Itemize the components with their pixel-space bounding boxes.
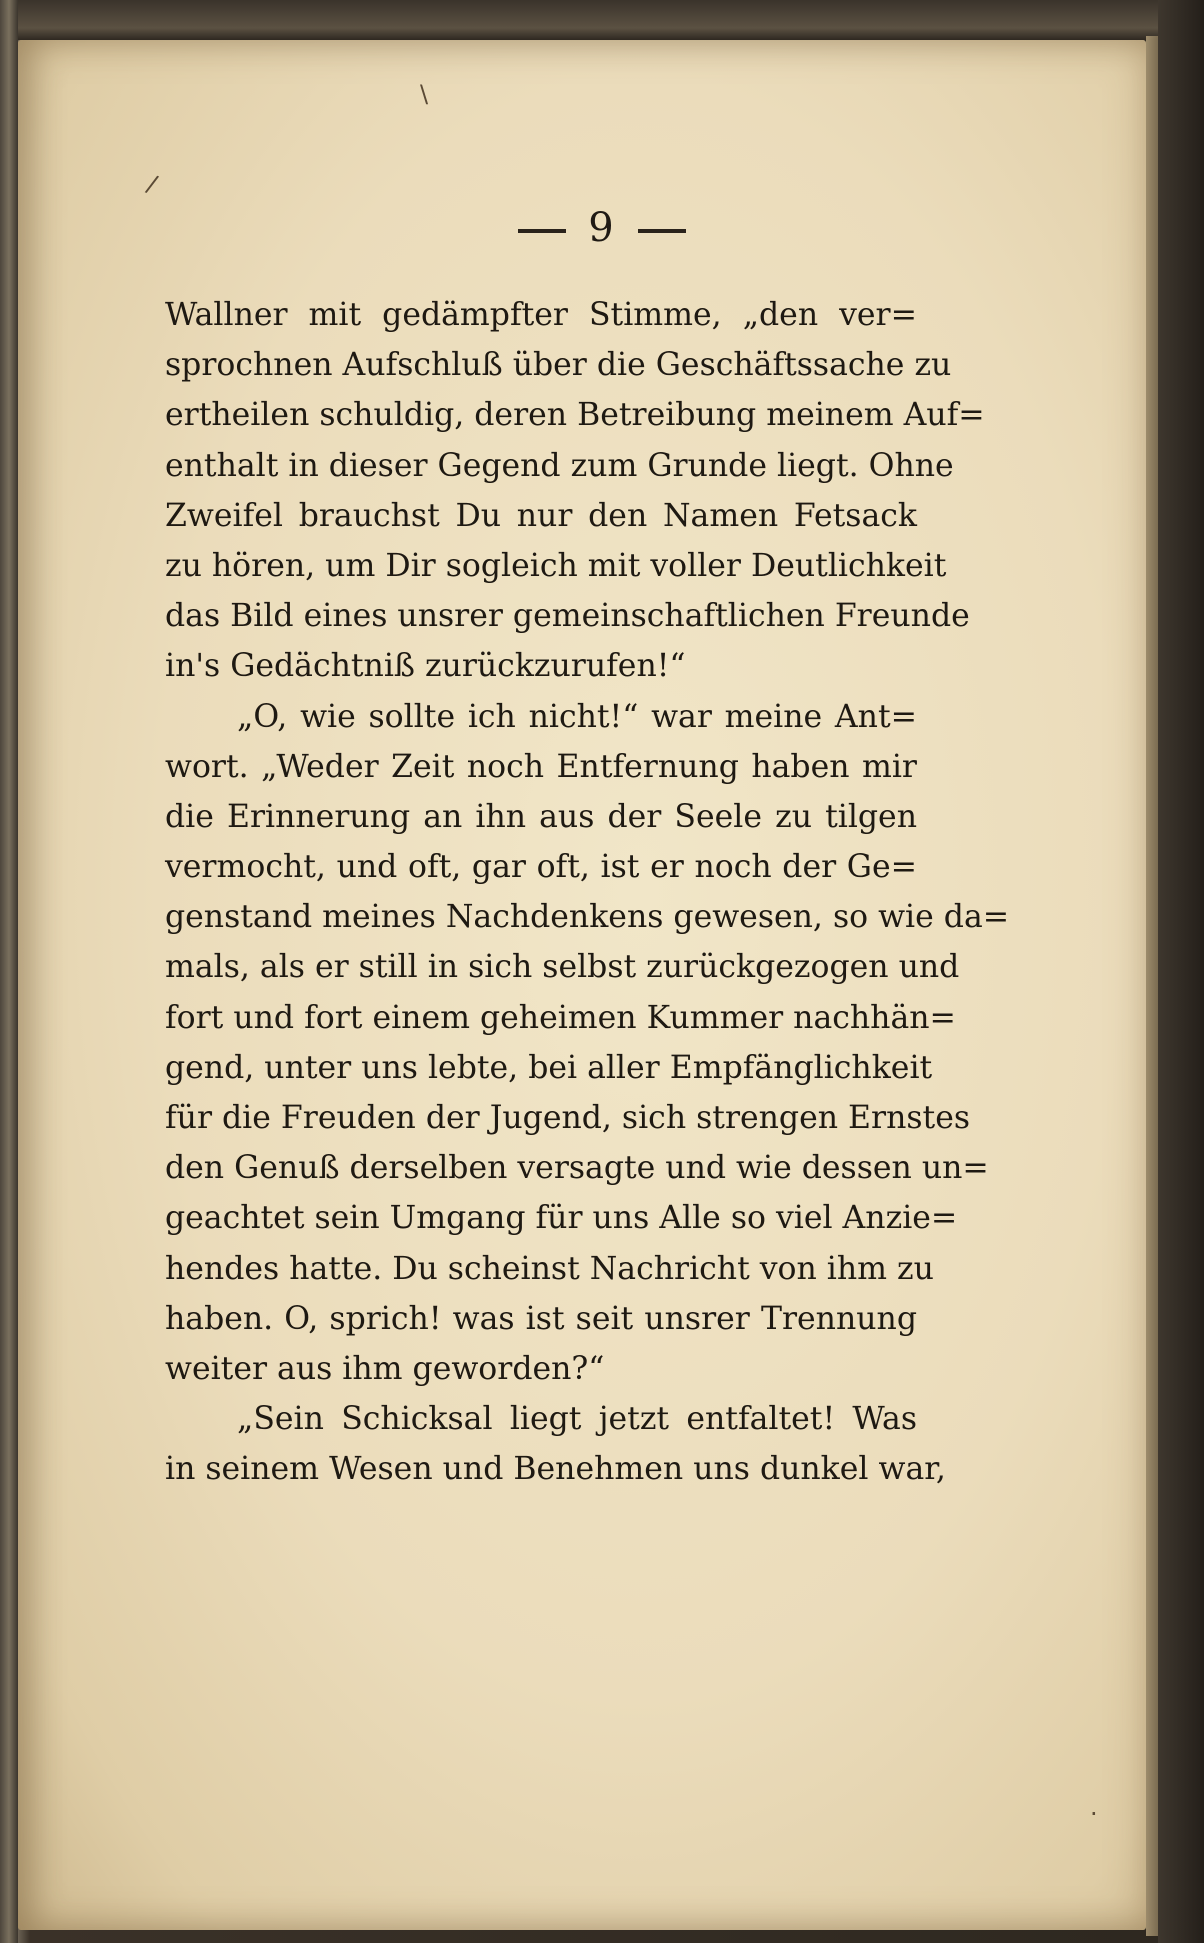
page-number: 9	[588, 205, 616, 251]
text-line: geachtet sein Umgang für uns Alle so viel Anzie=	[165, 1200, 958, 1237]
page-header	[0, 205, 1204, 251]
text-line: enthalt in dieser Gegend zum Grunde liegt. Ohne	[165, 447, 954, 484]
page-edge	[1146, 36, 1158, 1936]
text-line: Wallner mit gedämpfter Stimme, „den ver=	[165, 297, 917, 333]
text-line: zu hören, um Dir sogleich mit voller Deutlichkeit	[165, 547, 947, 584]
text-line: den Genuß derselben versagte und wie dessen un=	[165, 1150, 989, 1187]
book-spine	[0, 0, 18, 1943]
text-line: das Bild eines unsrer gemeinschaftlichen Freunde	[165, 598, 970, 635]
text-line: haben. O, sprich! was ist seit unsrer Trennung	[165, 1300, 917, 1337]
text-line: „O, wie sollte ich nicht!“ war meine Ant=	[237, 698, 917, 735]
cover-board-top	[0, 0, 1204, 40]
text-line: „Sein Schicksal liegt jetzt entfaltet! Was	[237, 1401, 917, 1438]
text-line: fort und fort einem geheimen Kummer nachhän=	[165, 999, 956, 1036]
paper-speck: /	[143, 169, 161, 199]
text-line: in's Gedächtniß zurückzurufen!“	[165, 648, 686, 685]
text-line: für die Freuden der Jugend, sich strengen Ernstes	[165, 1100, 971, 1136]
text-line: sprochnen Aufschluß über die Geschäftssache zu	[165, 347, 952, 384]
text-line: wort. „Weder Zeit noch Entfernung haben mir	[165, 748, 917, 785]
paper-speck: ·	[1090, 1800, 1098, 1828]
header-dash-left	[518, 229, 566, 233]
text-line: mals, als er still in sich selbst zurückgezogen und	[165, 949, 960, 986]
cover-board-right	[1158, 0, 1204, 1943]
header-dash-right	[638, 229, 686, 233]
text-line: die Erinnerung an ihn aus der Seele zu tilgen	[165, 798, 917, 835]
text-line: gend, unter uns lebte, bei aller Empfänglichkeit	[165, 1049, 933, 1086]
text-line: hendes hatte. Du scheinst Nachricht von ihm zu	[165, 1250, 934, 1287]
text-line: ertheilen schuldig, deren Betreibung meinem Auf=	[165, 397, 985, 434]
text-line: vermocht, und oft, gar oft, ist er noch der Ge=	[165, 849, 917, 886]
paper-speck: \	[420, 80, 429, 108]
text-line: genstand meines Nachdenkens gewesen, so wie da=	[165, 899, 1010, 936]
text-line: weiter aus ihm geworden?“	[165, 1350, 605, 1387]
text-line: in seinem Wesen und Benehmen uns dunkel war,	[165, 1451, 946, 1488]
text-line: Zweifel brauchst Du nur den Namen Fetsack	[165, 497, 917, 534]
body-text	[165, 290, 1010, 1495]
